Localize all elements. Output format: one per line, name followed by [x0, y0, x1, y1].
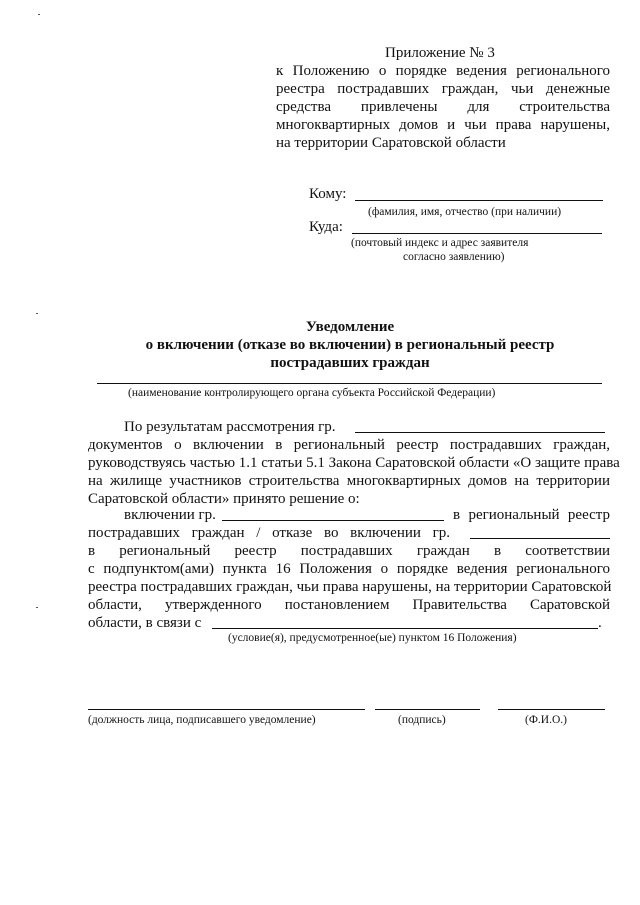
notice-title: Уведомление — [305, 319, 395, 335]
body-line-12-end: . — [598, 615, 602, 631]
body-line-10: реестра пострадавших граждан, чьи права нарушены, на территории Саратовской — [88, 579, 612, 595]
body-line-5: Саратовской области» принято решение о: — [88, 491, 360, 507]
condition-hint: (условие(я), предусмотренное(ые) пунктом 16 Положения) — [228, 632, 517, 644]
scan-speck — [36, 313, 38, 314]
body-line-8: в региональный реестр пострадавших граждан в соответствии — [88, 543, 610, 559]
where-label: Куда: — [309, 219, 343, 235]
appendix-line-4: многоквартирных домов и чьи права нарушены, — [276, 117, 610, 133]
signature-hint: (подпись) — [398, 714, 446, 726]
included-citizen-line[interactable] — [222, 520, 444, 521]
body-line-4: на жилище участников строительства многоквартирных домов на территории — [88, 473, 610, 489]
recipient-name-hint: (фамилия, имя, отчество (при наличии) — [368, 206, 562, 218]
body-line-6-end: в региональный реестр — [453, 507, 610, 523]
body-line-3: руководствуясь частью 1.1 статьи 5.1 Закона Саратовской области «О защите права — [88, 455, 620, 471]
appendix-line-3: средства привлечены для строительства — [276, 99, 610, 115]
signer-position-hint: (должность лица, подписавшего уведомление) — [88, 714, 316, 726]
authority-name-line[interactable] — [97, 383, 602, 384]
to-label: Кому: — [309, 186, 347, 202]
recipient-address-hint-2: согласно заявлению) — [403, 251, 505, 263]
reason-line[interactable] — [212, 628, 598, 629]
appendix-line-1: к Положению о порядке ведения регионального — [276, 63, 610, 79]
body-line-2: документов о включении в региональный реестр пострадавших граждан, — [88, 437, 610, 453]
scan-speck — [38, 14, 40, 15]
signer-name-hint: (Ф.И.О.) — [525, 714, 567, 726]
body-line-6-start: включении гр. — [124, 507, 216, 523]
notice-subtitle-1: о включении (отказе во включении) в региональный реестр — [145, 337, 555, 353]
recipient-name-line[interactable] — [355, 200, 603, 201]
signer-name-line[interactable] — [498, 709, 605, 710]
appendix-line-5: на территории Саратовской области — [276, 135, 506, 151]
authority-name-hint: (наименование контролирующего органа субъекта Российской Федерации) — [128, 387, 496, 399]
body-line-11: области, утвержденного постановлением Правительства Саратовской — [88, 597, 610, 613]
body-line-9: с подпунктом(ами) пункта 16 Положения о порядке ведения регионального — [88, 561, 610, 577]
applicant-name-line[interactable] — [355, 432, 605, 433]
signature-line[interactable] — [375, 709, 480, 710]
notice-subtitle-2: пострадавших граждан — [270, 355, 430, 371]
refused-citizen-line[interactable] — [470, 538, 610, 539]
recipient-address-line[interactable] — [352, 233, 602, 234]
body-line-7-start: пострадавших граждан / отказе во включении гр. — [88, 525, 450, 541]
recipient-address-hint-1: (почтовый индекс и адрес заявителя — [351, 237, 529, 249]
appendix-title: Приложение № 3 — [385, 45, 495, 61]
scan-speck — [36, 607, 38, 608]
signer-position-line[interactable] — [88, 709, 365, 710]
body-line-1: По результатам рассмотрения гр. — [124, 419, 336, 435]
body-line-12-start: области, в связи с — [88, 615, 202, 631]
appendix-line-2: реестра пострадавших граждан, чьи денежные — [276, 81, 610, 97]
